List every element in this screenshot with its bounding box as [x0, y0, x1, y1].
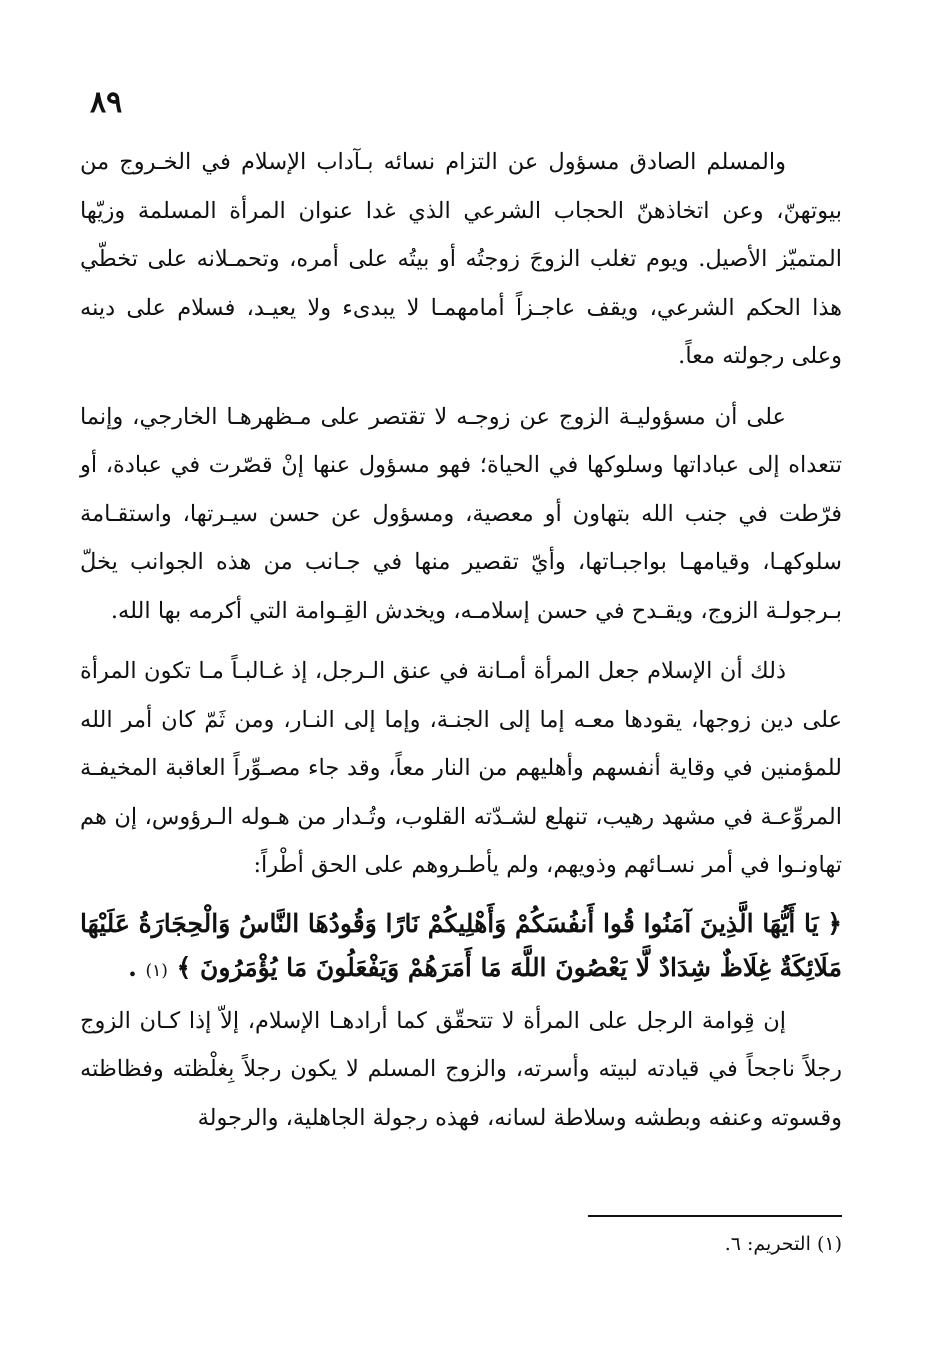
footnote-marker: (١) [816, 1233, 842, 1255]
footnote-text: التحريم: ٦. [724, 1233, 811, 1255]
footnote [560, 1231, 842, 1257]
paragraph-2: على أن مسؤوليـة الزوج عن زوجـه لا تقتصر على مـظهرهـا الخارجي، وإنما تتعداه إلى عباداتها وسلوكها في الحياة؛ فهو مسؤول عنها إنْ قصّرت في عبادة، أو فرّطت في جنب الله بتهاون أو معصية، ومسؤول عن حسن سيـرتها، واستقـامة سلوكهـا، وقيامهـا بواجبـاتها، وأيّ تقصير منها في جـانب من هذه الجوانب يخلّ بـرجولـة الزوج، ويقـدح في حسن إسلامـه، ويخدش القِـوامة التي أكرمه بها الله. [80, 403, 842, 624]
verse-text: ﴿ يَا أَيُّهَا الَّذِينَ آمَنُوا قُوا أَنفُسَكُمْ وَأَهْلِيكُمْ نَارًا وَقُودُهَا النَّاسُ وَالْحِجَارَةُ عَلَيْهَا مَلَائِكَةٌ غِلَاظٌ شِدَادٌ لَّا يَعْصُونَ اللَّهَ مَا أَمَرَهُمْ وَيَفْعَلُونَ مَا يُؤْمَرُونَ ﴾ [80, 908, 842, 982]
paragraph-3: ذلك أن الإسلام جعل المرأة أمـانة في عنق الـرجل، إذ غـالبـاً مـا تكون المرأة على دين زوجها، يقودها معـه إما إلى الجنـة، وإما إلى النـار، ومن ثَمّ كان أمر الله للمؤمنين في وقاية أنفسهم وأهليهم من النار معاً، وقد جاء مصـوِّراً العاقبة المخيفـة المروِّعـة في مشهد رهيب، تنهلع لشـدّته القلوب، وتُـدار من هـوله الـرؤوس، إن هم تهاونـوا في أمر نسـائهم وذويهم، ولم يأطـروهم على الحق أطْراً: [80, 658, 842, 878]
quran-verse: ﴿ يَا أَيُّهَا الَّذِينَ آمَنُوا قُوا أَنفُسَكُمْ وَأَهْلِيكُمْ نَارًا وَقُودُهَا النَّاسُ وَالْحِجَارَةُ عَلَيْهَا مَلَائِكَةٌ غِلَاظٌ شِدَادٌ لَّا يَعْصُونَ اللَّهَ مَا أَمَرَهُمْ وَيَفْعَلُونَ مَا يُؤْمَرُونَ ﴾ (١) . [80, 908, 842, 982]
body-text [80, 138, 842, 1142]
page-number: ٨٩ [90, 85, 123, 120]
paragraph-4: إن قِوامة الرجل على المرأة لا تتحقّق كما أرادهـا الإسلام، إلاّ إذا كـان الزوج رجلاً ناجحاً في قيادته لبيته وأسرته، والزوج المسلم لا يكون رجلاً بِغلْظته وفظاظته وقسوته وعنفه وبطشه وسلاطة لسانه، فهذه رجولة الجاهلية، والرجولة [80, 1007, 842, 1131]
footnote-separator [588, 1215, 842, 1217]
paragraph-1: والمسلم الصادق مسؤول عن التزام نسائه بـآداب الإسلام في الخـروج من بيوتهنّ، وعن اتخاذهنّ الحجاب الشرعي الذي غدا عنوان المرأة المسلمة وزيّها المتميّز الأصيل. ويوم تغلب الزوجَ زوجتُه أو بيتُه على أمره، وتحمـلانه على تخطّي هذا الحكم الشرعي، ويقف عاجـزاً أمامهمـا لا يبدىء ولا يعيـد، فسلام على دينه وعلى رجولته معاً. [80, 149, 842, 369]
verse-footnote-ref: (١) [145, 960, 168, 981]
